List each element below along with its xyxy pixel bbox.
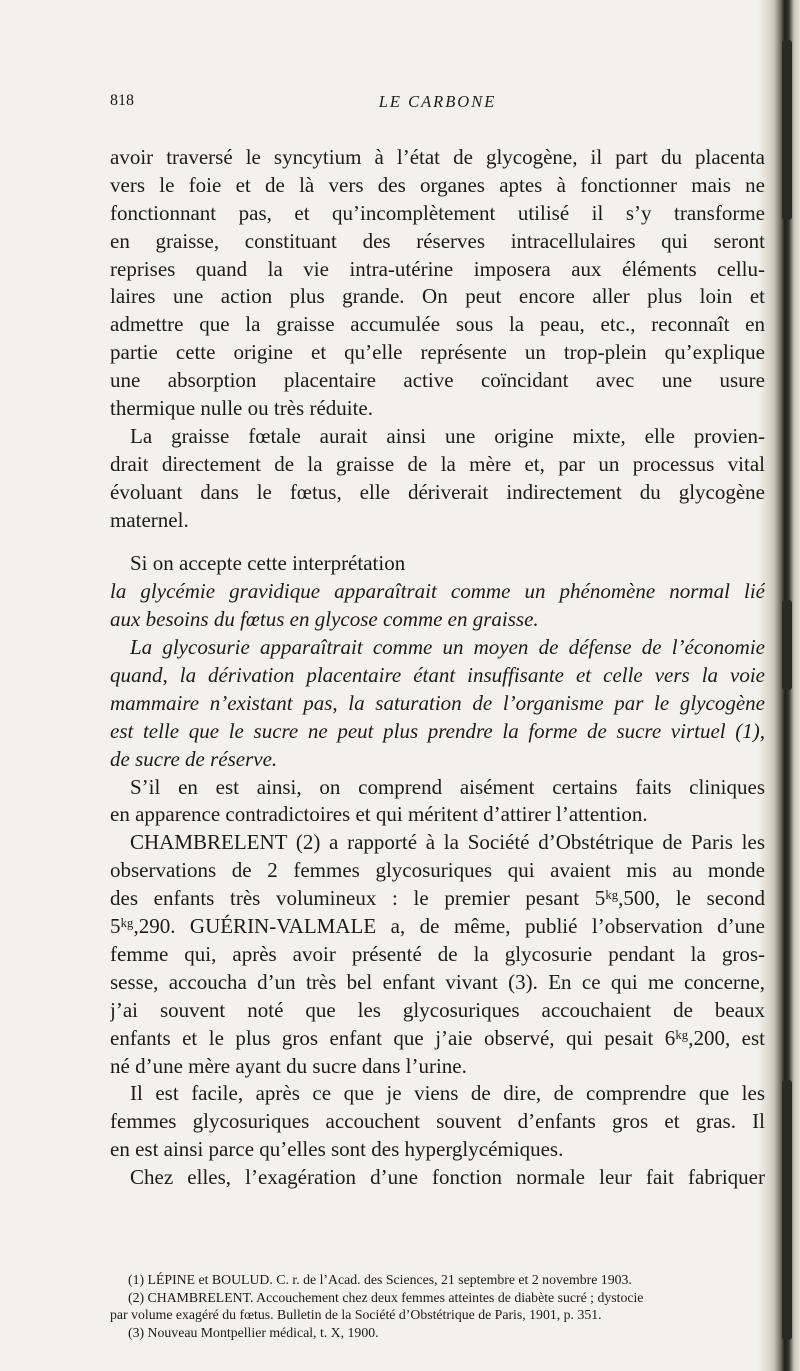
text-line: CHAMBRELENT (2) a rapporté à la Société d’Obstétrique de Paris les bbox=[130, 830, 765, 855]
spine-shadow bbox=[782, 40, 792, 220]
running-title: LE CARBONE bbox=[378, 92, 497, 111]
footnote: (2) CHAMBRELENT. Accouchement chez deux femmes atteintes de diabète sucré ; dystocie bbox=[128, 1289, 644, 1305]
text-line: fonctionnant pas, et qu’incomplètement utilisé il s’y transforme bbox=[110, 200, 765, 225]
text-line: en graisse, constituant des réserves intracellulaires qui seront bbox=[110, 228, 765, 253]
text-line: La graisse fœtale aurait ainsi une origine mixte, elle provien- bbox=[130, 423, 765, 448]
text-line: S’il en est ainsi, on comprend aisément certains faits cliniques bbox=[130, 774, 765, 799]
text-line: thermique nulle ou très réduite. bbox=[110, 396, 374, 421]
text-line: de sucre de réserve. bbox=[110, 746, 278, 771]
text-line: sesse, accoucha d’un très bel enfant vivant (3). En ce qui me concerne, bbox=[110, 969, 765, 994]
text-line: laires une action plus grande. On peut encore aller plus loin et bbox=[110, 284, 765, 309]
paragraph-gap bbox=[110, 534, 765, 550]
page-number: 818 bbox=[110, 92, 134, 109]
text-line: une absorption placentaire active coïncidant avec une usure bbox=[110, 368, 765, 393]
text-line: des enfants très volumineux : le premier pesant 5ᵏᵍ,500, le second bbox=[110, 886, 765, 911]
text-line: évoluant dans le fœtus, elle dériverait indirectement du glycogène bbox=[110, 479, 765, 504]
footnote-continuation: par volume exagéré du fœtus. Bulletin de la Société d’Obstétrique de Paris, 1901, p. 351. bbox=[110, 1307, 602, 1322]
text-line: femme qui, après avoir présenté de la glycosurie pendant la gros- bbox=[110, 941, 765, 966]
spine-shadow bbox=[782, 600, 792, 690]
text-line: en est ainsi parce qu’elles sont des hyperglycémiques. bbox=[110, 1137, 564, 1162]
text-line: drait directement de la graisse de la mère et, par un processus vital bbox=[110, 451, 765, 476]
text-line: Chez elles, l’exagération d’une fonction normale leur fait fabriquer bbox=[130, 1165, 765, 1190]
text-line: vers le foie et de là vers des organes aptes à fonctionner mais ne bbox=[110, 172, 765, 197]
text-line: la glycémie gravidique apparaîtrait comme un phénomène normal lié bbox=[110, 579, 765, 604]
text-line: admettre que la graisse accumulée sous la peau, etc., reconnaît en bbox=[110, 312, 765, 337]
text-line: né d’une mère ayant du sucre dans l’urine. bbox=[110, 1053, 467, 1078]
footnotes bbox=[110, 1271, 765, 1341]
spine-shadow bbox=[782, 1080, 792, 1340]
footnote: (1) LÉPINE et BOULUD. C. r. de l’Acad. des Sciences, 21 septembre et 2 novembre 1903. bbox=[128, 1272, 632, 1287]
text-line: aux besoins du fœtus en glycose comme en graisse. bbox=[110, 607, 539, 632]
text-line: reprises quand la vie intra-utérine imposera aux éléments cellu- bbox=[110, 256, 765, 281]
footnote: (3) Nouveau Montpellier médical, t. X, 1900. bbox=[128, 1324, 379, 1340]
page-header bbox=[110, 92, 765, 114]
text-line: quand, la dérivation placentaire étant insuffisante et celle vers la voie bbox=[110, 663, 765, 688]
text-line: Il est facile, après ce que je viens de dire, de comprendre que les bbox=[130, 1081, 765, 1106]
text-line: 5ᵏᵍ,290. GUÉRIN-VALMALE a, de même, publié l’observation d’une bbox=[110, 914, 765, 939]
text-line: partie cette origine et qu’elle représente un trop-plein qu’explique bbox=[110, 340, 765, 365]
text-line: mammaire n’existant pas, la saturation de l’organisme par le glycogène bbox=[110, 690, 765, 715]
text-line: La glycosurie apparaîtrait comme un moyen de défense de l’économie bbox=[130, 635, 765, 660]
text-line: en apparence contradictoires et qui méritent d’attirer l’attention. bbox=[110, 802, 648, 827]
text-line: maternel. bbox=[110, 507, 189, 532]
text-line: Si on accepte cette interprétation bbox=[130, 551, 406, 576]
text-line: enfants et le plus gros enfant que j’aie observé, qui pesait 6ᵏᵍ,200, est bbox=[110, 1025, 765, 1050]
text-line: j’ai souvent noté que les glycosuriques accouchaient de beaux bbox=[110, 997, 765, 1022]
text-line: femmes glycosuriques accouchent souvent d’enfants gros et gras. Il bbox=[110, 1109, 765, 1134]
text-line: observations de 2 femmes glycosuriques qui avaient mis au monde bbox=[110, 858, 765, 883]
text-line: est telle que le sucre ne peut plus prendre la forme de sucre virtuel (1), bbox=[110, 718, 765, 743]
text-line: avoir traversé le syncytium à l’état de glycogène, il part du placenta bbox=[110, 145, 765, 169]
body-text bbox=[110, 144, 765, 1192]
